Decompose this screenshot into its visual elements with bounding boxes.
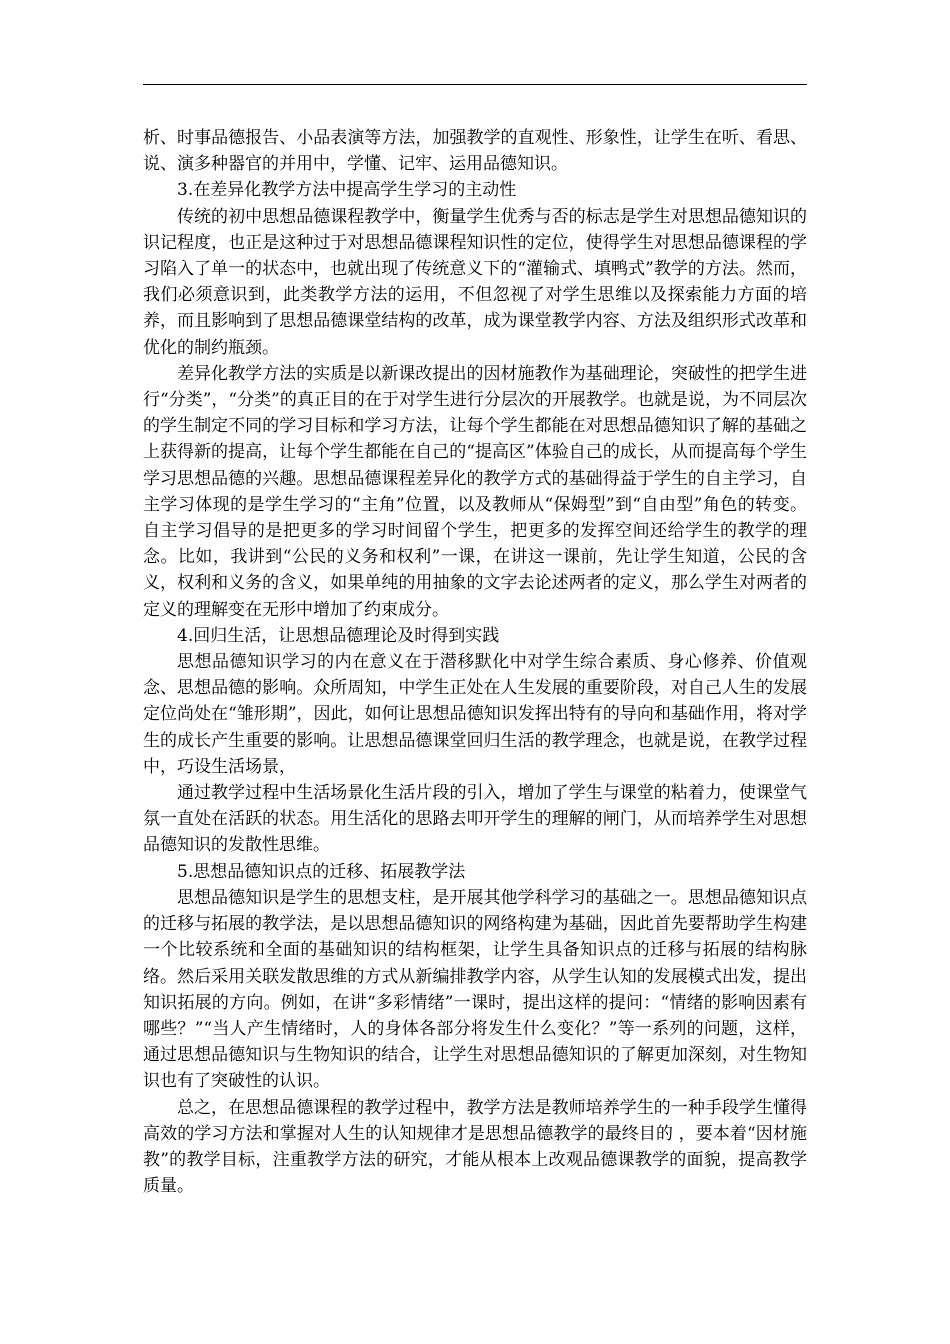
document-body [143,125,807,1199]
paragraph-continuation: 析、时事品德报告、小品表演等方法，加强教学的直观性、形象性，让学生在听、看思、说、演多种器官的并用中，学懂、记牢、运用品德知识。 [143,128,807,175]
section-heading-4: 4.回归生活，让思想品德理论及时得到实践 [177,625,500,646]
conclusion-paragraph: 总之，在思想品德课程的教学过程中，教学方法是教师培养学生的一种手段学生懂得高效的学习方法和掌握对人生的认知规律才是思想品德教学的最终目的 ，要本着“因材施教”的教学目标，注重教学方法的研究，才能从根本上改观品德课教学的面貌，提高教学质量。 [143,1097,807,1197]
paragraph: 思想品德知识是学生的思想支柱，是开展其他学科学习的基础之一。思想品德知识点的迁移与拓展的教学法，是以思想品德知识的网络构建为基础，因此首先要帮助学生构建一个比较系统和全面的基础知识的结构框架，让学生具备知识点的迁移与拓展的结构脉络。然后采用关联发散思维的方式从新编排教学内容，从学生认知的发展模式出发，提出知识拓展的方向。例如，在讲“多彩情绪”一课时，提出这样的提问：“情绪的影响因素有哪些？”“当人产生情绪时，人的身体各部分将发生什么变化？”等一系列的问题，这样，通过思想品德知识与生物知识的结合，让学生对思想品德知识的了解更加深刻，对生物知识也有了突破性的认识。 [143,887,807,1092]
paragraph: 传统的初中思想品德课程教学中，衡量学生优秀与否的标志是学生对思想品德知识的识记程度，也正是这种过于对思想品德课程知识性的定位，使得学生对思想品德课程的学习陷入了单一的状态中，也就出现了传统意义下的“灌输式、填鸭式”教学的方法。然而，我们必须意识到，此类教学方法的运用，不但忽视了对学生思维以及探索能力方面的培养，而且影响到了思想品德课堂结构的改革，成为课堂教学内容、方法及组织形式改革和优化的制约瓶颈。 [143,206,807,358]
section-heading-5: 5.思想品德知识点的迁移、拓展教学法 [177,861,466,882]
paragraph: 差异化教学方法的实质是以新课改提出的因材施教作为基础理论，突破性的把学生进行“分类”，“分类”的真正目的在于对学生进行分层次的开展教学。也就是说，为不同层次的学生制定不同的学习目标和学习方法，让每个学生都能在对思想品德知识了解的基础之上获得新的提高，让每个学生都能在自己的“提高区”体验自己的成长，从而提高每个学生学习思想品德的兴趣。思想品德课程差异化的教学方式的基础得益于学生的自主学习，自主学习体现的是学生学习的“主角”位置，以及教师从“保姆型”到“自由型”角色的转变。自主学习倡导的是把更多的学习时间留个学生，把更多的发挥空间还给学生的教学的理念。比如，我讲到“公民的义务和权利”一课，在讲这一课前，先让学生知道，公民的含义，权利和义务的含义，如果单纯的用抽象的文字去论述两者的定义，那么学生对两者的定义的理解变在无形中增加了约束成分。 [143,363,807,620]
paragraph: 通过教学过程中生活场景化生活片段的引入，增加了学生与课堂的粘着力，使课堂气氛一直处在活跃的状态。用生活化的思路去叩开学生的理解的闸门，从而培养学生对思想品德知识的发散性思维。 [143,783,807,856]
section-heading-3: 3.在差异化教学方法中提高学生学习的主动性 [177,180,517,201]
paragraph: 思想品德知识学习的内在意义在于潜移默化中对学生综合素质、身心修养、价值观念、思想品德的影响。众所周知，中学生正处在人生发展的重要阶段，对自己人生的发展定位尚处在“雏形期”，因此，如何让思想品德知识发挥出特有的导向和基础作用，将对学生的成长产生重要的影响。让思想品德课堂回归生活的教学理念，也就是说，在教学过程中，巧设生活场景， [143,652,807,777]
header-rule [143,84,807,85]
